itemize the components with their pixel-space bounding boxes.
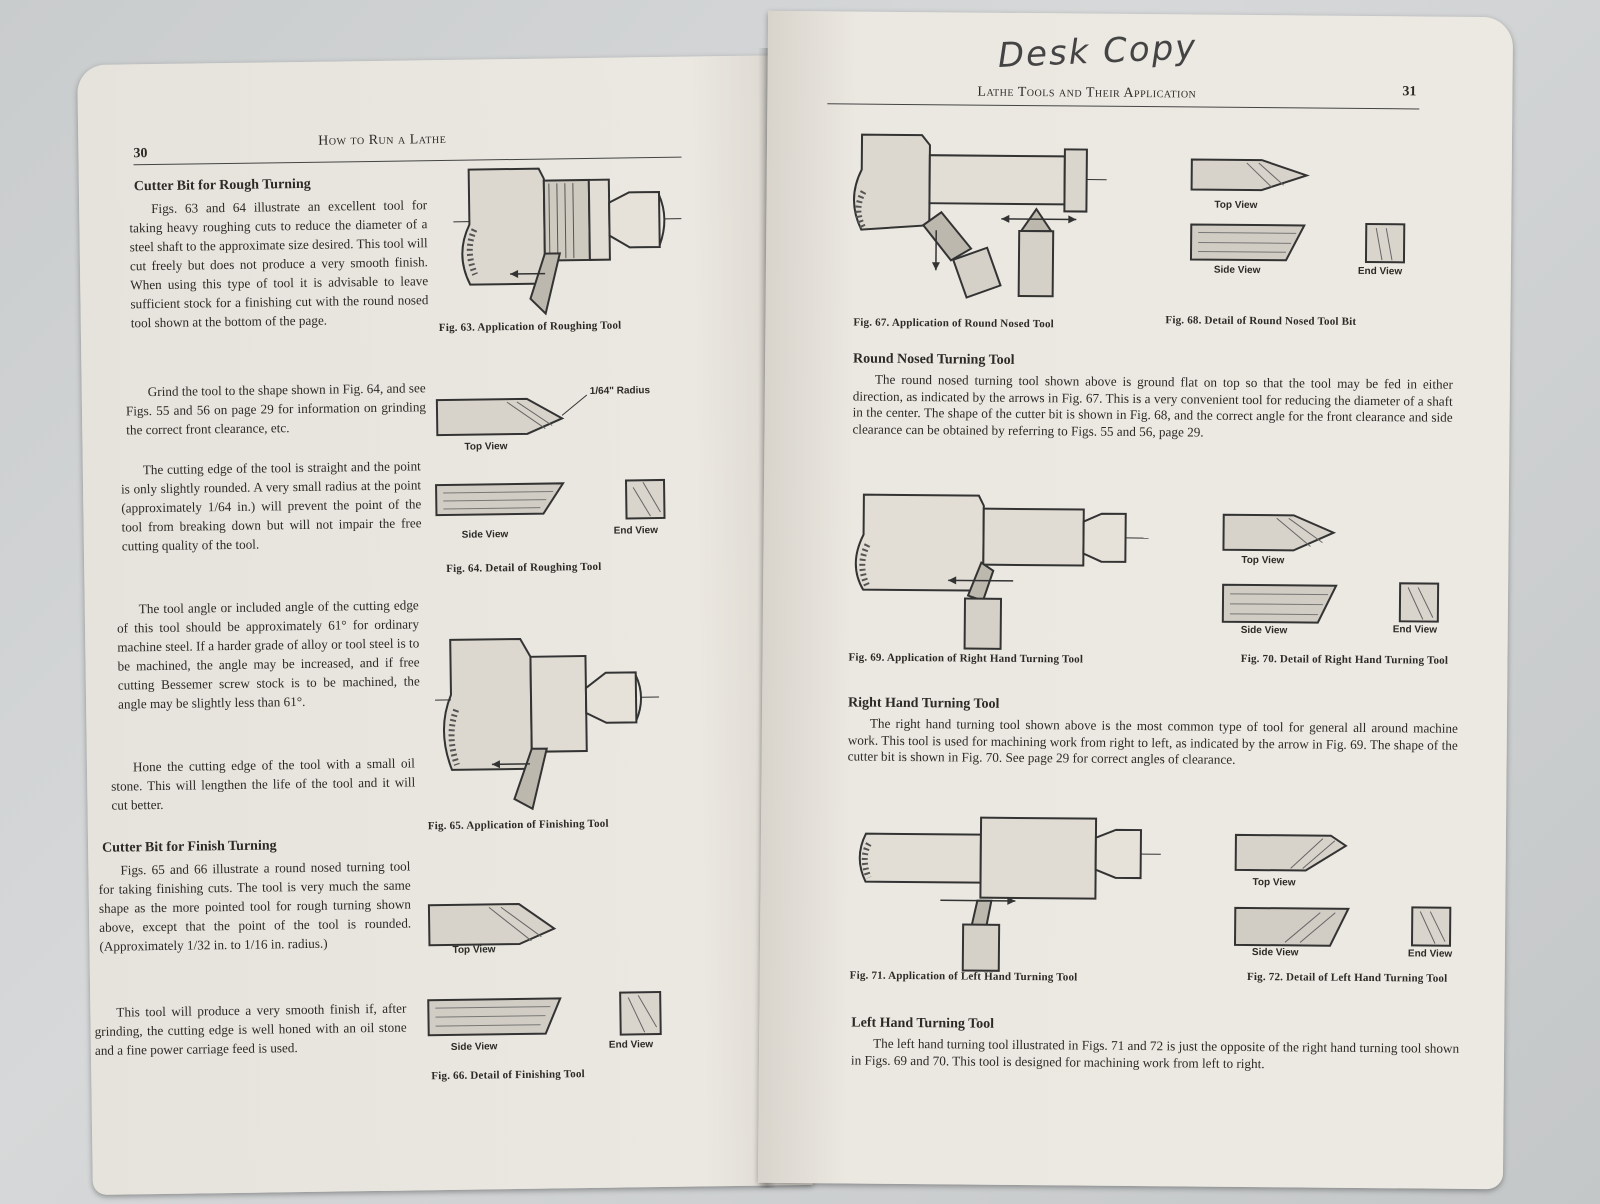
paragraph: Hone the cutting edge of the tool with a small oil stone. This will lengthen the life of the tool and it will cut better. [111, 755, 416, 813]
radius-label: 1/64" Radius [589, 385, 651, 397]
open-book [40, 8, 1560, 1193]
page-number-left: 30 [133, 146, 148, 162]
fig63-drawing [449, 157, 691, 320]
paragraph: Grind the tool to the shape shown in Fig. 64, and see Figs. 55 and 56 on page 29 for information on grinding the correct front clearance, etc. [125, 380, 427, 438]
fig65-drawing [430, 627, 672, 810]
end-view-label: End View [613, 525, 659, 537]
paragraph: The cutting edge of the tool is straight and the point is only slightly rounded. A very small radius at the point (approximately 1/64 in.) will prevent the point of the tool from breaking down but will not impair the free cutting quality of the tool. [120, 458, 422, 554]
caption-fig65: Fig. 65. Application of Finishing Tool [427, 817, 609, 833]
end-view-label: End View [1392, 624, 1438, 636]
section-heading-rough: Cutter Bit for Rough Turning [133, 176, 311, 195]
top-view-label: Top View [1252, 877, 1296, 889]
section-heading-finish: Cutter Bit for Finish Turning [101, 838, 277, 856]
running-header-right: Lathe Tools and Their Application [977, 84, 1197, 102]
caption-fig64: Fig. 64. Detail of Roughing Tool [446, 560, 602, 575]
handwritten-note: Desk Copy [997, 27, 1199, 76]
top-view-label: Top View [1241, 554, 1285, 567]
end-view-label: End View [1357, 265, 1403, 278]
paragraph: Figs. 65 and 66 illustrate a round nosed turning tool for taking finishing cuts. The tool is very much the same shape as the more pointed tool for rough turning shown above, except that the point of the tool is rounded. (Approximately 1/32 in. to 1/16 in. radius.) [98, 858, 412, 954]
caption-fig68: Fig. 68. Detail of Round Nosed Tool Bit [1165, 314, 1357, 328]
caption-fig71: Fig. 71. Application of Left Hand Turning Tool [849, 969, 1078, 984]
page-number-right: 31 [1402, 84, 1417, 100]
paragraph: The left hand turning tool illustrated in Figs. 71 and 72 is just the opposite of the right hand turning tool shown in Figs. 69 and 70. This tool is designed for machining work from left to right. [850, 1035, 1460, 1071]
fig67-drawing [851, 130, 1112, 302]
caption-fig70: Fig. 70. Detail of Right Hand Turning Tool [1240, 652, 1449, 667]
end-view-label: End View [1407, 948, 1453, 960]
top-view-label: Top View [464, 441, 508, 453]
fig72-drawing [1230, 830, 1481, 962]
caption-fig72: Fig. 72. Detail of Left Hand Turning Tool [1246, 970, 1448, 985]
top-view-label: Top View [452, 944, 496, 956]
side-view-label: Side View [450, 1041, 498, 1053]
section-heading-left-hand: Left Hand Turning Tool [851, 1015, 995, 1032]
side-view-label: Side View [1240, 624, 1288, 637]
paragraph: The right hand turning tool shown above is the most common type of tool for general all around machine work. This tool is used for machining work from right to left, as indicated by the arrow in Fig. 69. The shape of the cutter bit is shown in Fig. 70. See page 29 for correct angles of clearance. [847, 715, 1458, 767]
caption-fig67: Fig. 67. Application of Round Nosed Tool [853, 316, 1055, 331]
section-heading-right-hand: Right Hand Turning Tool [848, 695, 1000, 712]
side-view-label: Side View [1251, 947, 1299, 959]
running-header-left: How to Run a Lathe [318, 131, 447, 149]
fig64-drawing [427, 382, 689, 546]
fig70-drawing [1218, 510, 1469, 642]
side-view-label: Side View [1213, 264, 1261, 277]
paragraph: This tool will produce a very smooth finish if, after grinding, the cutting edge is well honed with an oil stone and a fine power carriage feed is used. [94, 1000, 407, 1058]
paragraph: The round nosed turning tool shown above is ground flat on top so that the tool may be fed in either direction, as indicated by the arrows in Fig. 67. This is a very convenient tool for reducing the diameter of a shaft in the center. The shape of the cutter bit is shown in Fig. 68, and the correct angle for the front clearance and side clearance can be obtained by referring to Figs. 55 and 56, page 29. [852, 371, 1453, 440]
fig66-drawing [419, 887, 681, 1061]
caption-fig66: Fig. 66. Detail of Finishing Tool [431, 1068, 585, 1083]
caption-fig63: Fig. 63. Application of Roughing Tool [438, 319, 622, 335]
end-view-label: End View [608, 1039, 654, 1051]
right-page [758, 11, 1513, 1189]
paragraph: The tool angle or included angle of the cutting edge of this tool should be approximately 61° for ordinary machine steel. If a harder grade of alloy or tool steel is to be machined, the angle may be increased, and if free cutting Bessemer screw stock is to be machined, the angle may be slightly less than 61°. [116, 597, 420, 712]
paragraph: Figs. 63 and 64 illustrate an excellent tool for taking heavy roughing cuts to reduce the diameter of a steel shaft to the approximate size desired. This tool will cut freely but does not produce a very smooth finish. When using this type of tool it is advisable to leave sufficient stock for a finishing cut with the round nosed tool shown at the bottom of the page. [129, 197, 429, 331]
top-view-label: Top View [1214, 199, 1258, 212]
fig71-drawing [855, 812, 1166, 975]
side-view-label: Side View [461, 529, 509, 541]
caption-fig69: Fig. 69. Application of Right Hand Turning Tool [848, 651, 1084, 666]
fig69-drawing [853, 490, 1164, 653]
section-heading-round-nosed: Round Nosed Turning Tool [853, 351, 1015, 368]
left-page [77, 55, 813, 1195]
header-rule-right [827, 103, 1419, 109]
